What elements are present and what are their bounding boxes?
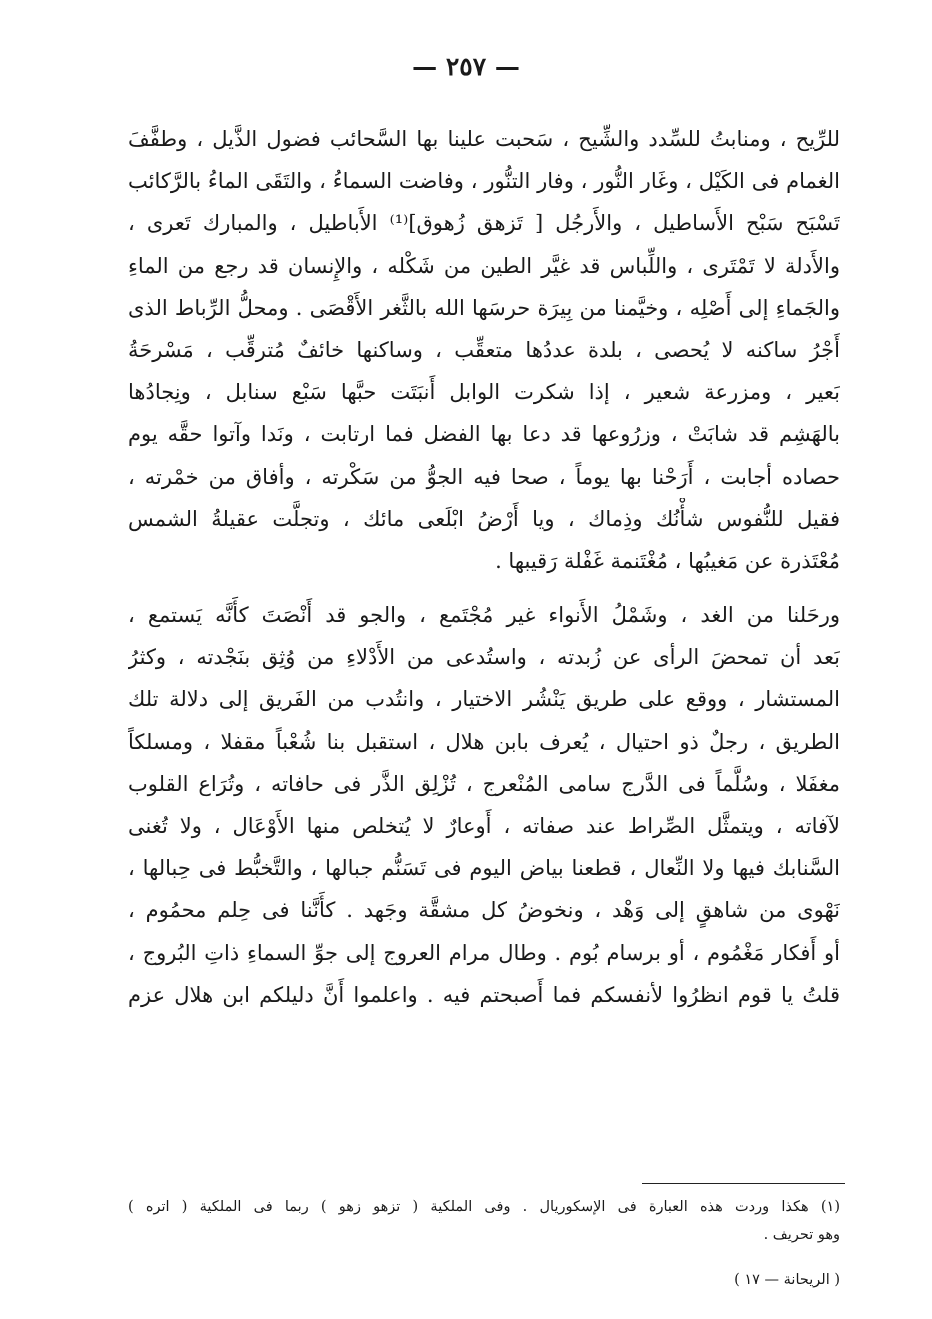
body-text [128, 118, 840, 1016]
text-line: بَعد أن تمحضَ الرأى عن زُبدته ، واستُدعى من الأَدْلاءِ من وُثِق بنَجْدته ، وكثرُ [128, 645, 840, 670]
text-line: فقيل للنُّفوس شأْنُك وذِماك ، ويا أَرْضُ ابْلَعى مائك ، وتجلَّت عقيلةُ الشمس [128, 506, 840, 531]
paragraph-1 [128, 118, 840, 582]
footnote-line: وهو تحريف . [763, 1227, 840, 1243]
footnote-divider [642, 1183, 845, 1184]
text-line: الغمام فى الكَيْل ، وغَار النُّور ، وفار التنُّور ، وفاضت السماءُ ، والتَقَى الماءُ بالرَّكائب [128, 169, 840, 194]
text-line: الطريق ، رجلٌ ذو احتيال ، يُعرف بابن هلال ، استقبل بنا شُعْباً مقفلا ، ومسلكاً [128, 729, 840, 754]
text-line: نَهْوى من شاهقٍ إلى وَهْد ، ونخوضُ كل مشقَّة وجَهد . كأَنَّنا فى حِلم محمُوم ، [128, 898, 840, 923]
paragraph-2 [128, 594, 840, 1016]
paragraph-gap [128, 582, 840, 594]
text-line: مغفَلا ، وسُلَّماً فى الدَّرج سامى المُنْعرج ، تُزْلِق الذَّر فى حافاته ، وتُرَاع القلوب [128, 771, 840, 796]
text-line: أَجْرُ ساكنه لا يُحصى ، بلدة عددُها متعقِّب ، وساكنها خائفٌ مُترقِّب ، مَسْرحَةُ [128, 337, 840, 362]
text-line: للرِّيح ، ومنابتُ للسِّدد والشِّيح ، سَحبت علينا بها السَّحائب فضول الذَّيل ، وطفَّفَ [128, 127, 840, 151]
footnotes [128, 1193, 840, 1249]
text-line: قلتُ يا قوم انظرُوا لأنفسكم فما أَصبحتم فيه . واعلموا أَنَّ دليلكم ابن هلال عزم [128, 982, 840, 1007]
text-line: والجَماءِ إلى أَصْلِه ، وخيَّمنا من بِيرَة حرسَها الله بالثَّغر الأَقْصَى . ومحلُّ الرِّباط الذى [128, 295, 840, 320]
text-line: حصاده أجابت ، أَرَحْنا بها يوماً ، صحا فيه الجوُّ من سَكْرته ، وأفاق من خمْرته ، [128, 464, 840, 489]
text-line: لآفاته ، ويتمثَّل الصِّراط عند صفاته ، أَوعارٌ لا يُتخلص منها الأَوْعَال ، ولا تُغنى [128, 814, 840, 838]
text-line: مُعْتَذرة عن مَغيبُها ، مُغْتَنمة غَفْلة رَقيبها . [495, 548, 840, 573]
text-line: بالهَشِم قد شابَتْ ، وزرُوعها قد دعا بها الفضل فما ارتابت ، ونَدا وآتوا حقَّه يوم [128, 422, 840, 447]
signature-mark: ( الريحانة — ١٧ ) [734, 1272, 840, 1288]
text-line: أو أَفكار مَغْمُوم ، أو برسام بُوم . وطال مرام العروج إلى جوِّ السماءِ ذاتِ البُروج ، [128, 940, 840, 965]
text-line: المستشار ، ووقع على طريق يَنْشُر الاختيار ، وانتُدب من الفَريق إلى دلالة تلك [128, 687, 840, 712]
text-line: السَّنابك فيها ولا النِّعال ، قطعنا بياض اليوم فى تَسَنُّم جبالها ، والتَّخبُّط فى حِبالها ، [128, 856, 840, 881]
text-line: والأَدلة لا تَمْتَرى ، واللِّباس قد غيَّر الطين من شَكْله ، والإِنسان قد رجع من الماءِ [128, 253, 840, 278]
page-number: — ٢٥٧ — [412, 52, 520, 81]
text-line: بَعير ، ومزرعة شعير ، إذا شكرت الوابل أَنبَتَت حبَّها سَبْع سنابل ، ونِجادُها [128, 380, 840, 405]
text-line: ورحَلنا من الغد ، وشَمْلُ الأَنواء غير مُجْتَمع ، والجو قد أَنْصَتَ كأَنَّه يَستمع ، [128, 603, 840, 628]
text-line: تَسْبَح سَبْح الأَساطيل ، والأَرجُل [ تَزهق زُهوق]⁽¹⁾ الأَباطيل ، والمبارك تَعرى ، [128, 211, 840, 236]
footnote-line: (١) هكذا وردت هذه العبارة فى الإسكوريال . وفى الملكية ( تزهو زهو ) ربما فى الملكية ( اتره ) [128, 1199, 840, 1215]
